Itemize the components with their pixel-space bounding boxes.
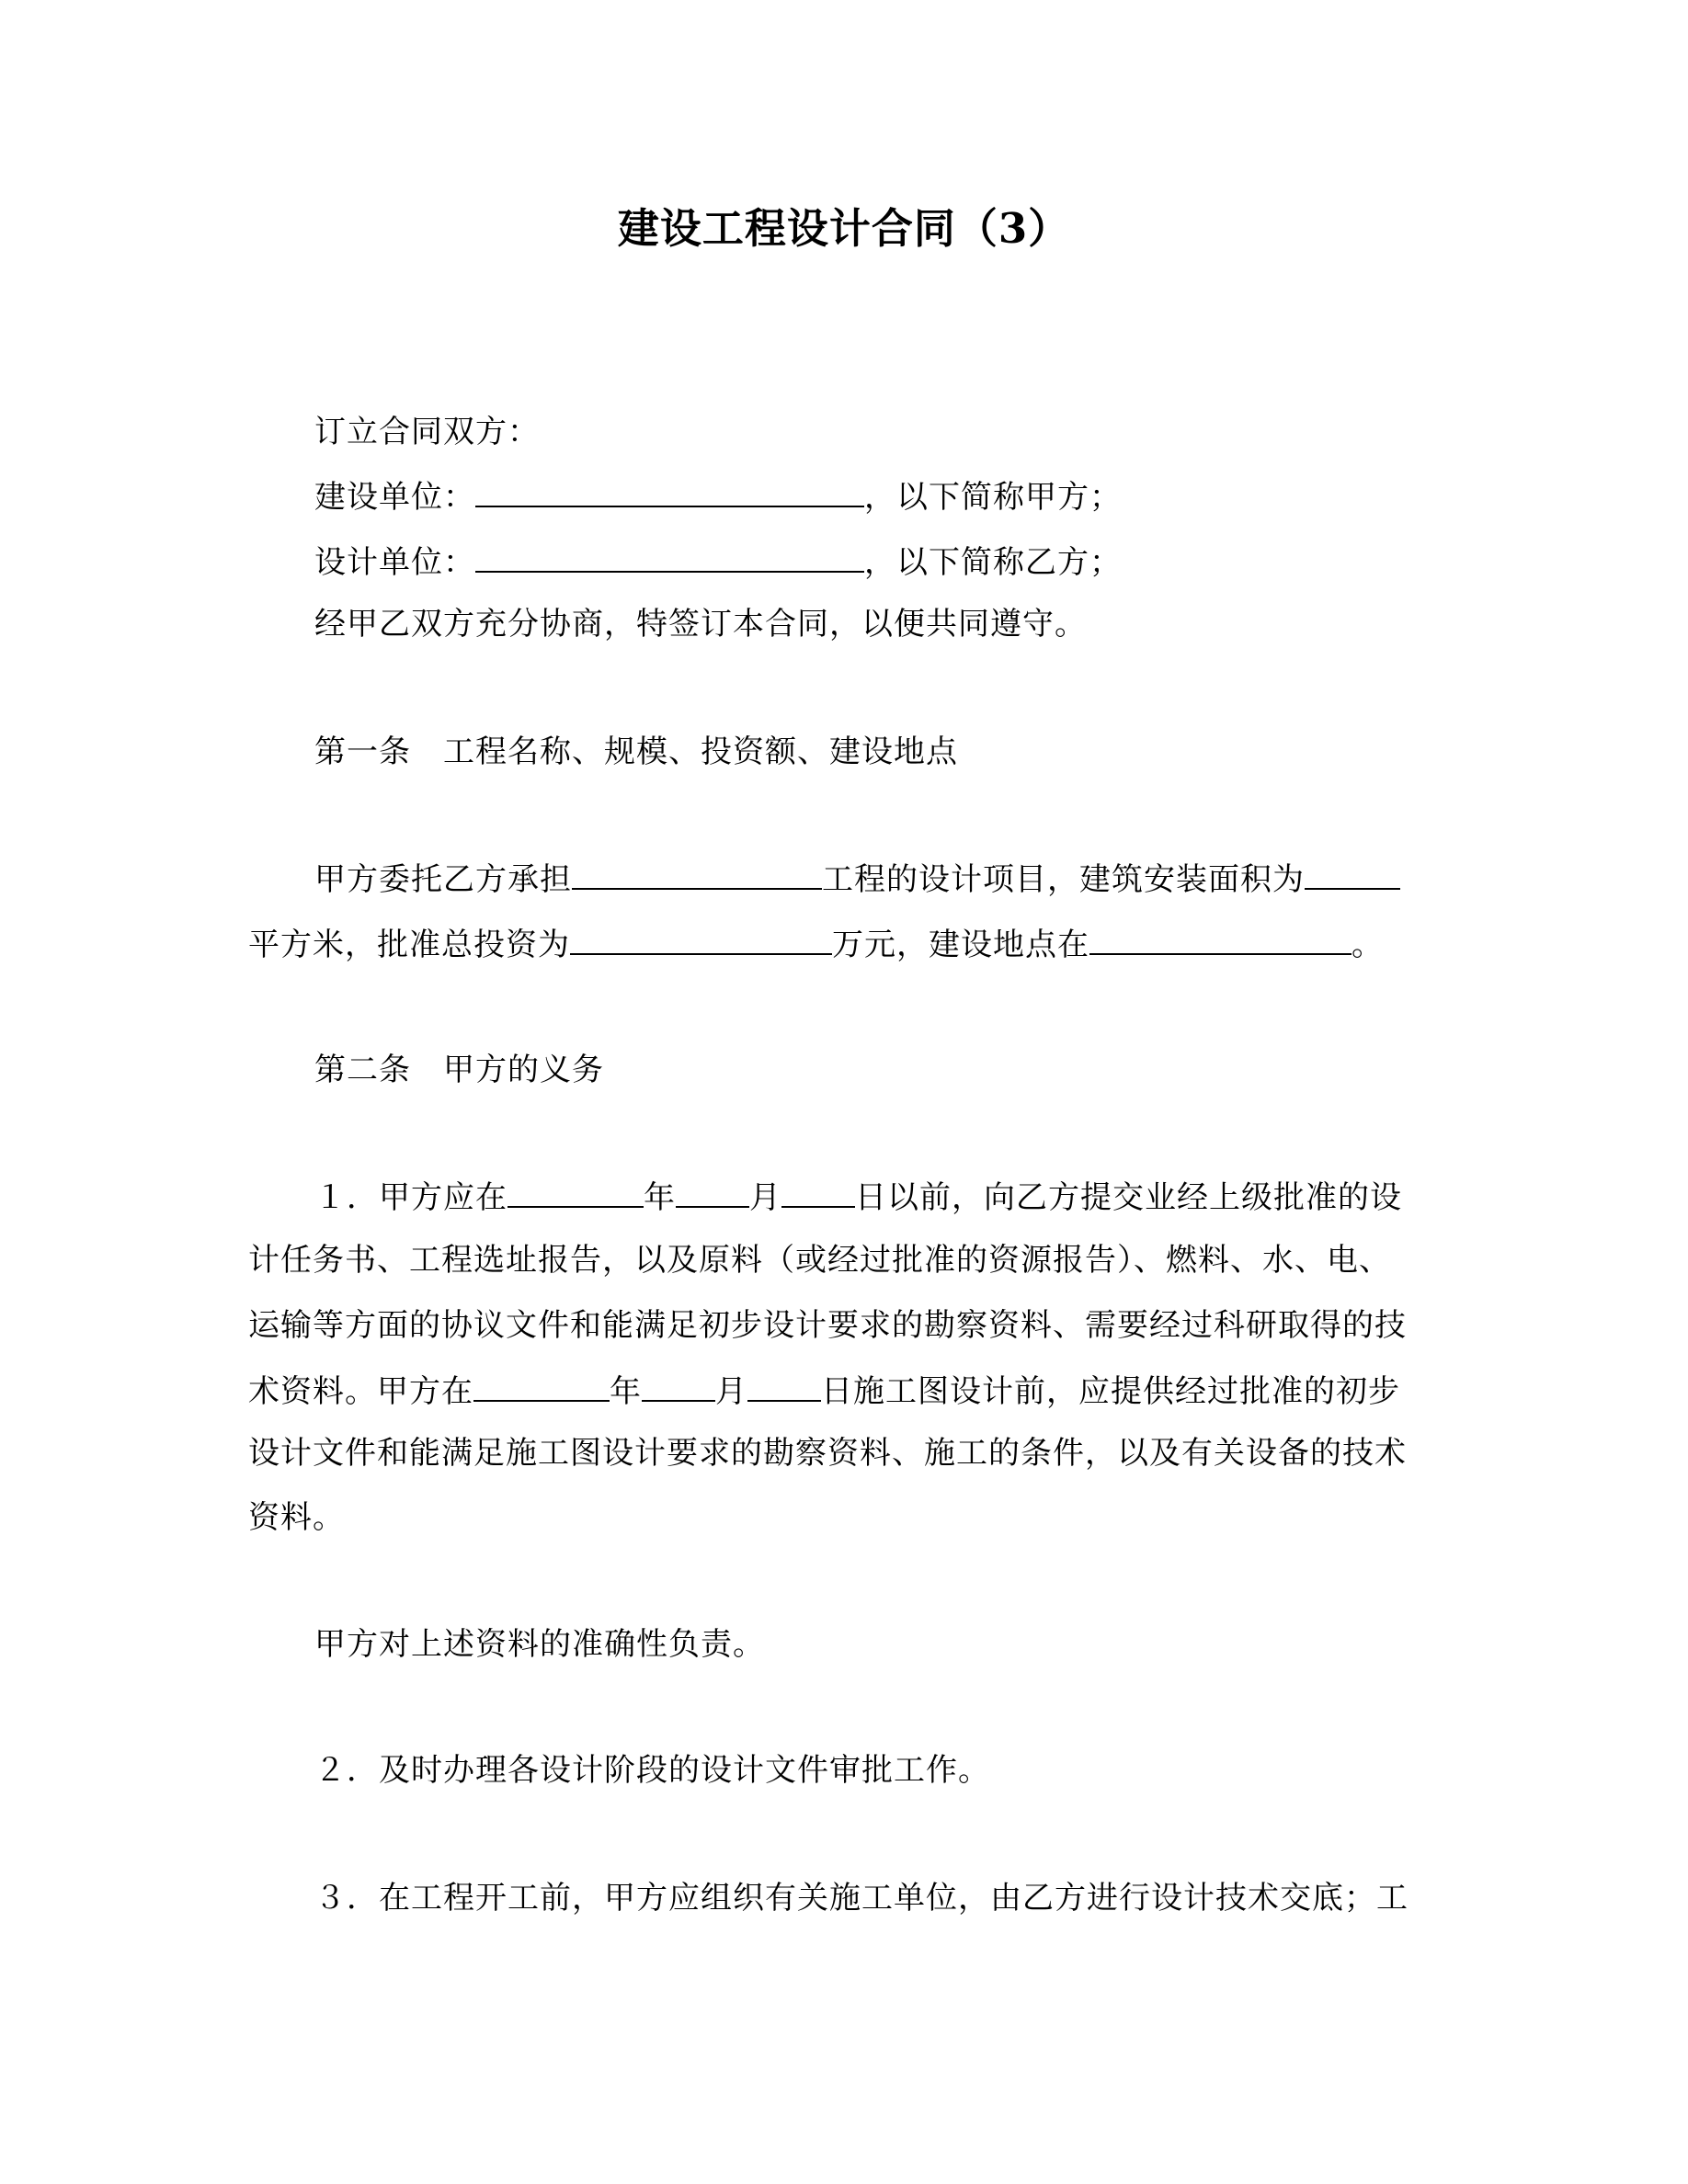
intro-line: 经甲乙双方充分协商，特签订本合同，以便共同遵守。 — [314, 606, 1087, 643]
item1-line5: 设计文件和能满足施工图设计要求的勘察资料、施工的条件，以及有关设备的技术 — [248, 1435, 1407, 1472]
item1-text: 日以前，向乙方提交业经上级批准的设 — [855, 1179, 1402, 1216]
article1-line1 — [314, 857, 1400, 901]
item1-text: １．甲方应在 — [314, 1179, 508, 1216]
item1-line2: 计任务书、工程选址报告，以及原料（或经过批准的资源报告）、燃料、水、电、 — [248, 1242, 1391, 1279]
item1-text: 年 — [610, 1373, 642, 1410]
item1-line6: 资料。 — [248, 1499, 345, 1536]
year-blank[interactable] — [473, 1369, 610, 1402]
item1-text: 术资料。甲方在 — [248, 1373, 473, 1410]
item3-line: ３．在工程开工前，甲方应组织有关施工单位，由乙方进行设计技术交底；工 — [314, 1880, 1409, 1917]
article1-heading: 第一条 工程名称、规模、投资额、建设地点 — [314, 734, 958, 770]
area-blank[interactable] — [1305, 857, 1400, 890]
article1-text: 平方米，批准总投资为 — [248, 927, 570, 963]
item1-line4 — [248, 1369, 1400, 1413]
investment-blank[interactable] — [570, 922, 832, 955]
party-b-label: 设计单位： — [314, 544, 475, 581]
item1-text: 日施工图设计前，应提供经过批准的初步 — [821, 1373, 1400, 1410]
year-blank[interactable] — [508, 1175, 644, 1208]
project-name-blank[interactable] — [572, 857, 822, 890]
document-title: 建设工程设计合同（3） — [617, 204, 1071, 253]
party-b-line — [314, 540, 1122, 584]
party-a-line — [314, 474, 1122, 518]
article1-text: 万元，建设地点在 — [832, 927, 1089, 963]
article2-heading: 第二条 甲方的义务 — [314, 1052, 604, 1088]
party-a-suffix: ，以下简称甲方； — [864, 479, 1122, 516]
party-b-suffix: ，以下简称乙方； — [864, 544, 1122, 581]
item1-text: 年 — [644, 1179, 676, 1216]
article1-text: 甲方委托乙方承担 — [314, 861, 572, 898]
month-blank[interactable] — [642, 1369, 715, 1402]
party-a-label: 建设单位： — [314, 479, 475, 516]
item2-line: ２．及时办理各设计阶段的设计文件审批工作。 — [314, 1752, 990, 1789]
parties-heading: 订立合同双方： — [314, 414, 540, 450]
accuracy-line: 甲方对上述资料的准确性负责。 — [314, 1626, 765, 1663]
day-blank[interactable] — [747, 1369, 821, 1402]
item1-text: 月 — [749, 1179, 781, 1216]
article1-line2 — [248, 922, 1384, 966]
party-a-blank[interactable] — [475, 474, 864, 507]
party-b-blank[interactable] — [475, 540, 864, 573]
article1-text: 工程的设计项目，建筑安装面积为 — [822, 861, 1305, 898]
month-blank[interactable] — [676, 1175, 749, 1208]
item1-line1 — [314, 1175, 1402, 1219]
day-blank[interactable] — [781, 1175, 855, 1208]
article1-text: 。 — [1352, 927, 1384, 963]
item1-text: 月 — [715, 1373, 747, 1410]
item1-line3: 运输等方面的协议文件和能满足初步设计要求的勘察资料、需要经过科研取得的技 — [248, 1307, 1407, 1344]
location-blank[interactable] — [1089, 922, 1352, 955]
